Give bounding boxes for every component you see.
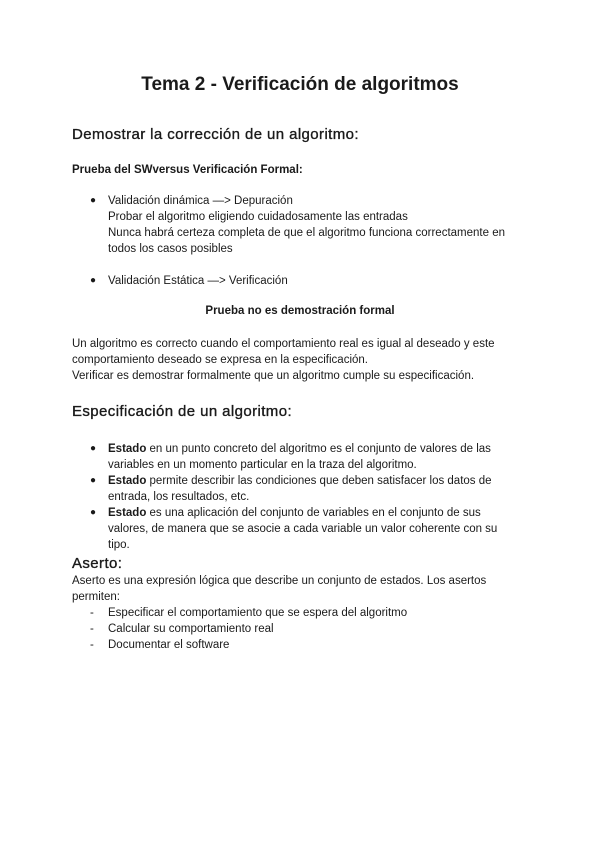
- list-item-text: es una aplicación del conjunto de variables en el conjunto de sus: [146, 507, 481, 519]
- bullet-icon: ●: [90, 195, 97, 206]
- list-item-text: permite describir las condiciones que deben satisfacer los datos de: [146, 475, 492, 487]
- section-heading-correccion: Demostrar la corrección de un algoritmo:: [72, 126, 359, 143]
- dash-icon: -: [90, 639, 94, 651]
- paragraph-correcto: [72, 336, 532, 384]
- list-item-line: Validación Estática —> Verificación: [108, 275, 288, 287]
- paragraph-line: Un algoritmo es correcto cuando el comportamiento real es igual al deseado y este: [72, 338, 495, 350]
- paragraph-line: comportamiento deseado se expresa en la especificación.: [72, 354, 368, 366]
- subheading-prueba: Prueba del SWversus Verificación Formal:: [72, 164, 303, 176]
- dash-icon: -: [90, 623, 94, 635]
- term-bold: Estado: [108, 507, 147, 519]
- list-item-line: variables en un momento particular en la traza del algoritmo.: [108, 459, 417, 471]
- list-item-line: entrada, los resultados, etc.: [108, 491, 250, 503]
- bullet-icon: ●: [90, 475, 97, 486]
- paragraph-line: permiten:: [72, 591, 120, 603]
- list-item-text: Documentar el software: [108, 639, 230, 651]
- list-item-line: Validación dinámica —> Depuración: [108, 195, 293, 207]
- term-bold: Estado: [108, 443, 147, 455]
- list-item-line: valores, de manera que se asocie a cada variable un valor coherente con su: [108, 523, 498, 535]
- bullet-icon: ●: [90, 443, 97, 454]
- list-item-line: todos los casos posibles: [108, 243, 233, 255]
- page-title: Tema 2 - Verificación de algoritmos: [141, 74, 459, 95]
- bullet-icon: ●: [90, 275, 97, 286]
- center-note: Prueba no es demostración formal: [205, 305, 395, 317]
- term-bold: Estado: [108, 475, 147, 487]
- section-heading-especificacion: Especificación de un algoritmo:: [72, 403, 293, 420]
- bullet-icon: ●: [90, 507, 97, 518]
- paragraph-line: Aserto es una expresión lógica que describe un conjunto de estados. Los asertos: [72, 575, 487, 587]
- list-item-text: en un punto concreto del algoritmo es el conjunto de valores de las: [146, 443, 491, 455]
- list-item-text: Especificar el comportamiento que se espera del algoritmo: [108, 607, 408, 619]
- list-item-line: Probar el algoritmo eligiendo cuidadosamente las entradas: [108, 211, 408, 223]
- list-item-text: Calcular su comportamiento real: [108, 623, 274, 635]
- dash-icon: -: [90, 607, 94, 619]
- list-item-line: Nunca habrá certeza completa de que el algoritmo funciona correctamente en: [108, 227, 505, 239]
- section-heading-aserto: Aserto:: [72, 555, 123, 572]
- list-item-line: tipo.: [108, 539, 130, 551]
- paragraph-aserto: [72, 573, 532, 605]
- paragraph-line: Verificar es demostrar formalmente que un algoritmo cumple su especificación.: [72, 370, 475, 382]
